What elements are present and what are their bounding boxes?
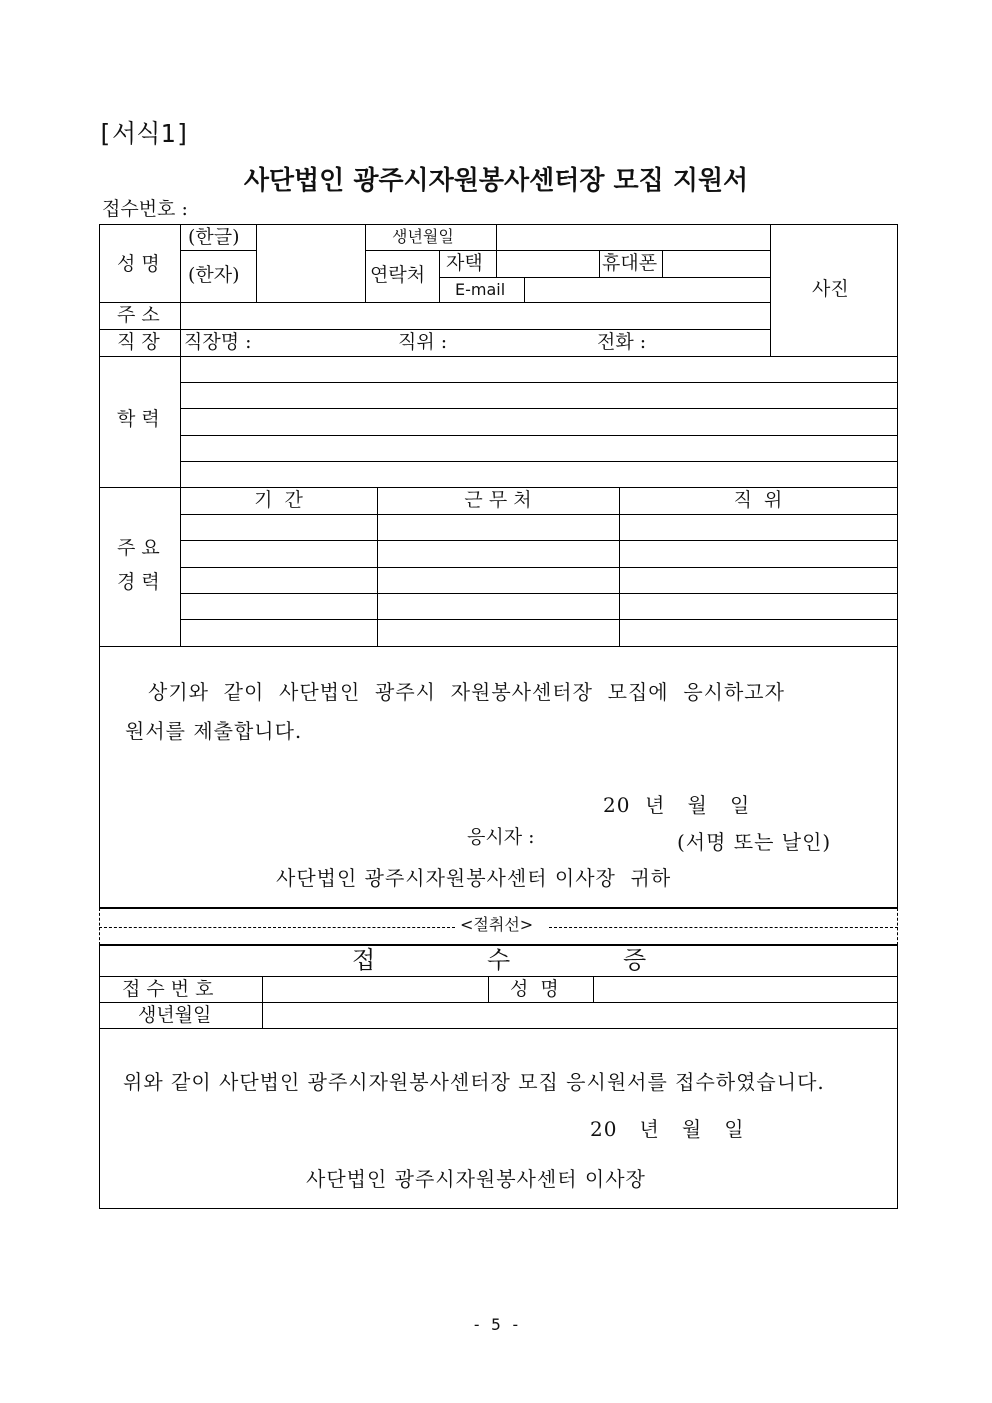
- workplace-label: 직 장: [117, 331, 160, 353]
- applicant-label: 응시자 :: [467, 826, 535, 848]
- declaration-date: 20 년 월 일: [603, 793, 751, 817]
- receipt-name-label: 성 명: [510, 978, 559, 1000]
- signature-note: (서명 또는 날인): [677, 830, 832, 854]
- receipt-birthdate-label: 생년월일: [138, 1004, 212, 1026]
- receipt-date: 20 년 월 일: [590, 1117, 745, 1141]
- address-label: 주 소: [117, 304, 160, 326]
- birthdate-label: 생년월일: [392, 227, 454, 246]
- email-field[interactable]: [525, 278, 769, 302]
- document-title: 사단법인 광주시자원봉사센터장 모집 지원서: [243, 166, 749, 196]
- page-number: - 5 -: [471, 1315, 521, 1334]
- receipt-name-field[interactable]: [594, 977, 896, 1002]
- career-label-line1: 주 요: [117, 537, 160, 559]
- photo-area[interactable]: [771, 225, 896, 356]
- mobile-field[interactable]: [663, 251, 769, 277]
- career-position-header: 직 위: [733, 489, 783, 511]
- hanja-label: (한자): [188, 264, 240, 286]
- career-rows[interactable]: [181, 515, 897, 646]
- photo-area-label: 사진: [812, 278, 849, 300]
- email-label: E-mail: [455, 280, 506, 299]
- declaration-line2: 원서를 제출합니다.: [125, 719, 303, 743]
- name-hanja-field[interactable]: [257, 251, 364, 302]
- declaration-line1: 상기와 같이 사단법인 광주시 자원봉사센터장 모집에 응시하고자: [148, 680, 785, 704]
- career-period-header: 기 간: [254, 489, 303, 511]
- education-label: 학 력: [117, 408, 160, 430]
- name-hangul-field[interactable]: [257, 225, 364, 250]
- form-number-label: [서식1]: [97, 119, 191, 148]
- birthdate-field[interactable]: [497, 225, 769, 250]
- receipt-number-label: 접수번호 :: [102, 198, 188, 220]
- receipt-title-char-3: 증: [623, 946, 647, 974]
- receipt-title-char-1: 접: [352, 946, 376, 974]
- receipt-statement: 위와 같이 사단법인 광주시자원봉사센터장 모집 응시원서를 접수하였습니다.: [123, 1070, 825, 1094]
- home-phone-field[interactable]: [497, 251, 598, 277]
- home-phone-label: 자택: [446, 252, 483, 274]
- name-label: 성 명: [117, 253, 160, 275]
- cut-line-label: <절취선>: [460, 915, 534, 934]
- career-workplace-header: 근 무 처: [464, 489, 532, 511]
- receipt-title-char-2: 수: [487, 946, 511, 974]
- career-label-line2: 경 력: [117, 571, 160, 593]
- applicant-signature-field[interactable]: [560, 822, 670, 850]
- receipt-number-label-cell: 접 수 번 호: [122, 978, 214, 1000]
- workplace-name-label: 직장명 :: [184, 331, 252, 353]
- receipt-birthdate-field[interactable]: [263, 1003, 896, 1028]
- receipt-number-field[interactable]: [263, 977, 487, 1002]
- mobile-label: 휴대폰: [602, 252, 658, 274]
- contact-label: 연락처: [370, 264, 426, 286]
- address-field[interactable]: [181, 303, 769, 329]
- addressee: 사단법인 광주시자원봉사센터 이사장 귀하: [276, 866, 672, 890]
- receipt-issuer: 사단법인 광주시자원봉사센터 이사장: [306, 1167, 646, 1191]
- work-position-label: 직위 :: [398, 331, 448, 353]
- hangul-label: (한글): [188, 226, 240, 248]
- work-phone-label: 전화 :: [597, 331, 647, 353]
- education-rows[interactable]: [181, 357, 897, 487]
